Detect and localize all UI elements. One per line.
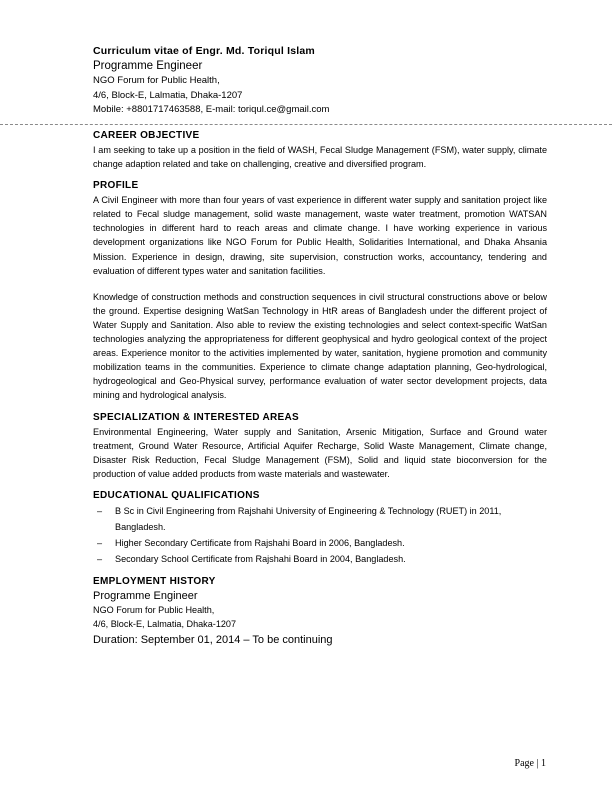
career-objective-heading: CAREER OBJECTIVE [93,130,200,141]
employment-role: Programme Engineer [93,589,198,602]
employment-duration: Duration: September 01, 2014 – To be continuing [93,633,333,646]
cv-organization: NGO Forum for Public Health, [93,75,220,86]
career-objective-section [93,129,547,171]
employment-section [93,575,547,648]
cv-title: Curriculum vitae of Engr. Md. Toriqul Islam [93,45,315,57]
specialization-heading: SPECIALIZATION & INTERESTED AREAS [93,411,300,423]
profile-paragraph-2: Knowledge of construction methods and construction sequences in civil structural constructions above or below the ground. Expertise designing WatSan Technology in HtR areas of Bangladesh under the different project of Water Supply and Sanitation. Also able to review the existing technologies and select context-specific WatSan technologies analyzing the appropriateness for different geophysical and hydro geological context of the project areas. Experience monitor to the activities implemented by water, sanitation, hygiene promotion and community mobilization teams in the communities. Experience to climate change adaptation planning, Geo-hydrological, hydrogeological and Geo-Physical survey, performance evaluation of water sector development projects, data mining and hydrological analysis. [93,291,547,401]
cv-contact: Mobile: +8801717463588, E-mail: toriqul.ce@gmail.com [93,104,330,115]
list-item [93,551,547,567]
education-item-text: B Sc in Civil Engineering from Rajshahi University of Engineering & Technology (RUET) in 2011, Bangladesh. [115,505,502,532]
list-item [93,503,547,535]
specialization-section [93,411,547,481]
employment-heading: EMPLOYMENT HISTORY [93,575,216,587]
profile-section [93,179,547,402]
cv-body [93,129,547,656]
dash-bullet: – [97,505,103,516]
employment-address: 4/6, Block-E, Lalmatia, Dhaka-1207 [93,619,237,630]
page-number: Page | 1 [514,758,546,769]
dash-bullet: – [97,537,103,548]
profile-paragraph-1: A Civil Engineer with more than four years of vast experience in different water supply and sanitation project like related to Fecal sludge management, solid waste management, waste water treatment, promotion WATSAN technologies in different hard to reach areas and climate change. I have working experience in various development organizations like NGO Forum for Public Health, Solidarities International, and Dhaka Ahsania Mission. Experience in design, drawing, site supervision, construction works, accountancy, tendering and evaluation of different types water and sanitation facilities. [93,195,547,276]
list-item [93,535,547,551]
specialization-text: Environmental Engineering, Water supply and Sanitation, Arsenic Mitigation, Surface and Ground water treatment, Ground Water Resource, Artificial Aquifer Recharge, Solid Waste Management, Climate change, Disaster Risk Reduction, Fecal Sludge Management (FSM), Solid and liquid state bioconversion for the production of value added products from waste materials and wastewater. [93,426,547,479]
education-section [93,489,547,567]
education-heading: EDUCATIONAL QUALIFICATIONS [93,489,260,501]
cv-address: 4/6, Block-E, Lalmatia, Dhaka-1207 [93,89,243,101]
career-objective-text: I am seeking to take up a position in the field of WASH, Fecal Sludge Management (FSM), water supply, climate change adaption related and take on challenging, creative and diversified program. [93,145,547,170]
profile-heading: PROFILE [93,180,139,192]
education-item-text: Higher Secondary Certificate from Rajshahi Board in 2006, Bangladesh. [115,537,405,548]
education-item-text: Secondary School Certificate from Rajshahi Board in 2004, Bangladesh. [115,553,406,564]
cv-role: Programme Engineer [93,60,203,72]
cv-header [93,44,553,118]
header-divider [0,124,612,125]
education-list [93,503,547,567]
paragraph-gap [93,278,547,290]
dash-bullet: – [97,553,103,564]
employment-organization: NGO Forum for Public Health, [93,604,215,615]
